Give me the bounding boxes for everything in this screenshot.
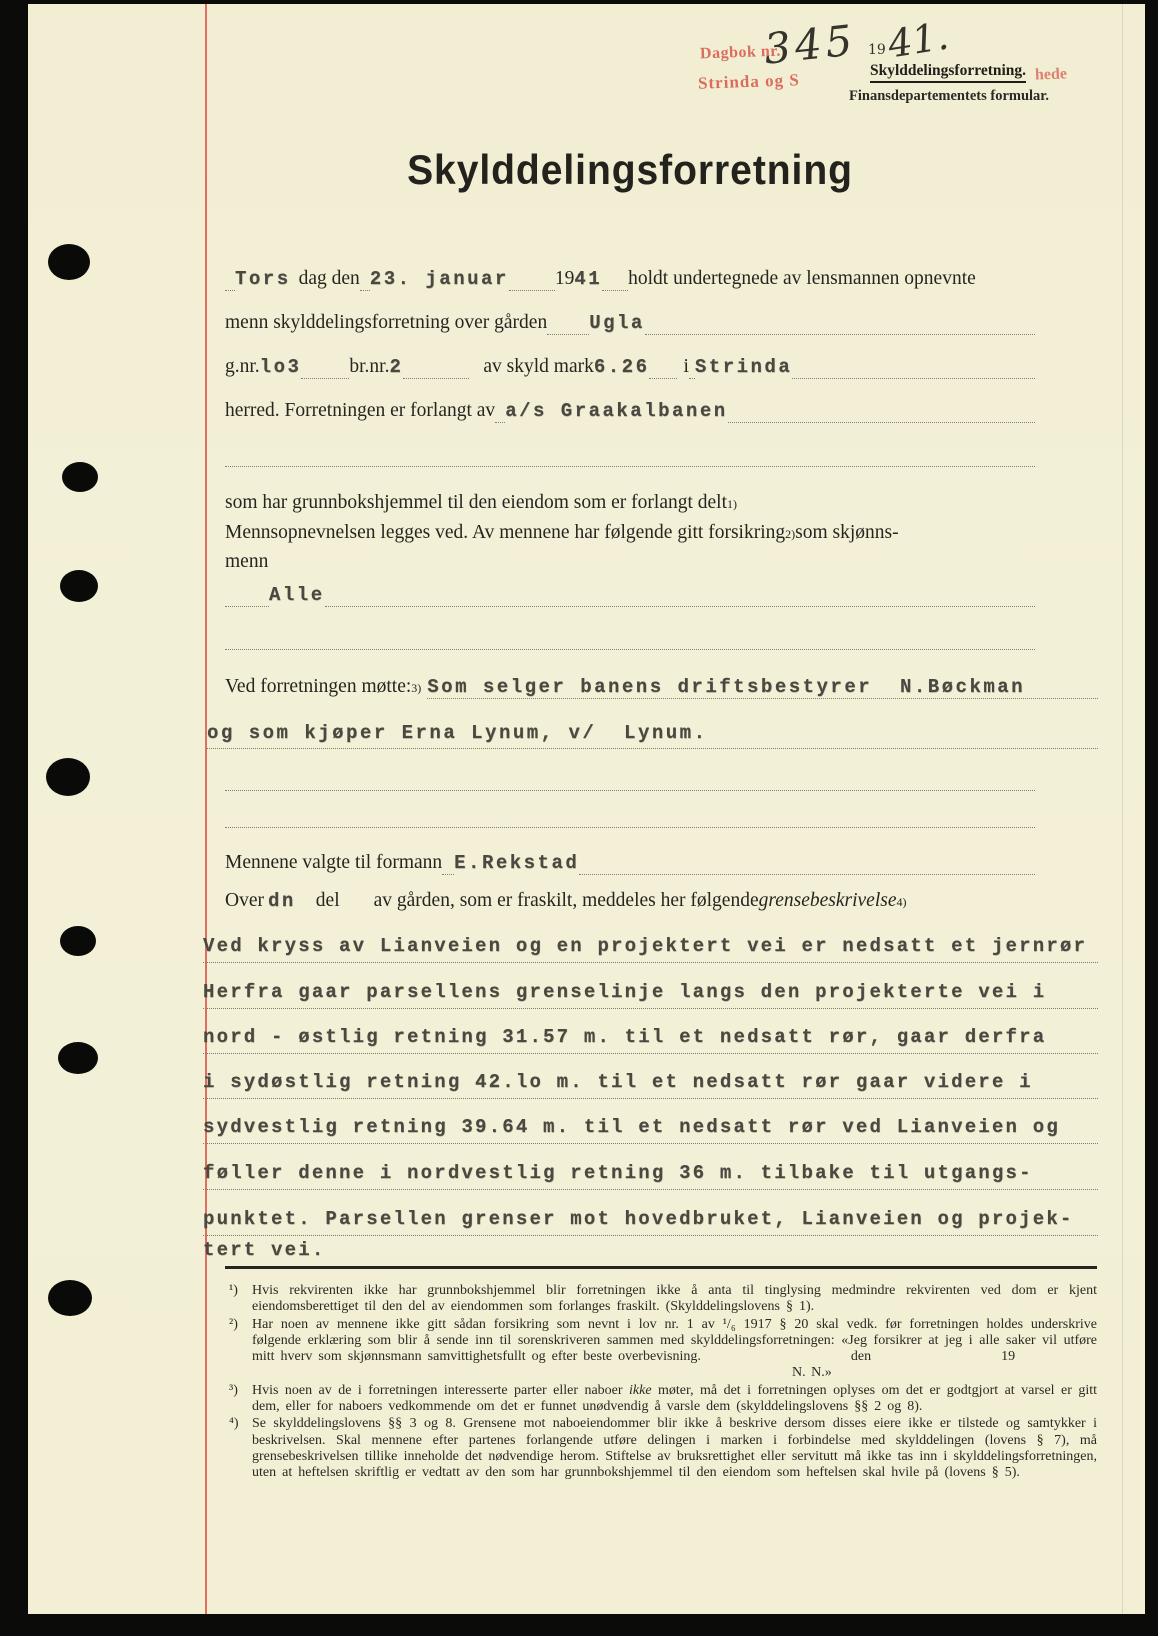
blank-dotted-line [225, 827, 1035, 828]
form-line-requester [225, 400, 1035, 426]
printed-text: av skyld mark [483, 356, 594, 377]
printed-text: Mennene valgte til formann [225, 852, 443, 873]
printed-text-italic: grensebeskrivelse [758, 890, 897, 911]
handwritten-journal-number: 345 [761, 15, 859, 74]
description-line: føller denne i nordvestlig retning 36 m. tilbake til utgangs- [203, 1159, 1098, 1190]
handwritten-year: 41. [884, 13, 952, 67]
description-line: tert vei. [203, 1239, 326, 1261]
footnote-marker: ³) [229, 1382, 238, 1398]
footnote-marker: ⁴) [229, 1416, 239, 1432]
printed-text: dag den [298, 268, 360, 289]
paper-edge-line [1122, 4, 1123, 1614]
punch-hole [60, 570, 98, 602]
printed-text: Over [225, 890, 264, 911]
footnote-signature: N. N.» [792, 1365, 832, 1381]
footnote-text: Se skylddelingslovens §§ 3 og 8. Grensene mot naboeiendommer blir ikke å beskrive dersom disses eiere ikke er tilstede og samtykker i beskrivelsen. Skal mennene efter partenes forlangende utføre delingen i marken i forbindelse med skylddelingen (lovens § 7), må grensebeskrivelsen tillike inneholde det nødvendige herom. Stiftelse av bruksrettighet eller servitutt må ikke tas inn i skylddelingsforretningen, uten at heftelsen skriftlig er vedtatt av den som har grunnbokshjemmel til den eiendom som heftelsen skal hvile på (lovens § 5). [252, 1416, 1097, 1481]
field-requester: a/s Graakalbanen [505, 400, 728, 422]
footnote-marker: ²) [229, 1316, 238, 1332]
printed-text: g.nr. [225, 356, 260, 377]
district-stamp-fragment: hede [1034, 65, 1068, 84]
field-seller: Som selger banens driftsbestyrer N.Bøckman [427, 676, 1026, 698]
printed-text: br.nr. [349, 356, 390, 377]
footnotes-block [225, 1283, 1097, 1483]
printed-text: av gården, som er fraskilt, meddeles her følgende [373, 890, 759, 911]
blank-dotted-line [225, 649, 1035, 650]
punch-hole [58, 1042, 98, 1074]
printed-text: 19 [554, 268, 575, 289]
form-line-menn [225, 551, 268, 577]
field-weekday: Tors [235, 268, 291, 290]
field-over-den: dn [267, 890, 296, 912]
footnote-text: møter, må det i forretningen oplyses om det er godtgjort at varsel er gitt dem, eller for naboers vedkommende om det er funnet unødvendig å varsle dem (skylddelingslovens §§ 2 og 8). [252, 1382, 1097, 1415]
printed-text: del [315, 890, 340, 911]
description-line: Herfra gaar parsellens grenselinje langs den projekterte vei i [203, 978, 1098, 1009]
form-issuer-label: Finansdepartementets formular. [849, 88, 1050, 104]
blank-dotted-line [225, 790, 1035, 791]
printed-text: som har grunnbokshjemmel til den eiendom som er forlangt delt [225, 492, 728, 513]
form-line-buyer [207, 722, 1098, 749]
printed-text: menn [225, 551, 269, 572]
dagbok-stamp: Dagbok nr. [699, 42, 782, 63]
red-margin-rule [205, 4, 207, 1614]
printed-text: Mennsopnevnelsen legges ved. Av mennene har følgende gitt forsikring [225, 522, 786, 543]
punch-hole [62, 462, 98, 492]
description-line: nord - østlig retning 31.57 m. til et nedsatt rør, gaar derfra [203, 1023, 1098, 1054]
printed-text: i [683, 356, 689, 377]
description-line: i sydøstlig retning 42.lo m. til et nedsatt rør gaar videre i [203, 1068, 1098, 1099]
blank-dotted-line [225, 466, 1035, 467]
field-farm-name: Ugla [589, 312, 645, 334]
field-buyer: og som kjøper Erna Lynum, v/ Lynum. [207, 722, 708, 744]
footnote-text: Hvis noen av de i forretningen interesserte parter eller naboer [252, 1382, 630, 1398]
field-herred: Strinda [694, 356, 793, 378]
form-line-gnr [225, 356, 1035, 382]
printed-text: holdt undertegnede av lensmannen opnevnte [628, 268, 976, 289]
field-brnr: 2 [389, 356, 404, 378]
field-year: 41 [574, 268, 603, 290]
footnote-ref-2: 2) [785, 527, 796, 541]
footnote-text-italic: ikke [629, 1382, 652, 1398]
footnote-3 [225, 1383, 1097, 1416]
footnote-ref-4: 4) [896, 895, 907, 909]
punch-hole [48, 1280, 92, 1316]
form-line-alle [225, 584, 1035, 610]
printed-text: som skjønns- [795, 522, 899, 543]
footnote-year-label: 19 [1001, 1349, 1016, 1365]
punch-hole [60, 926, 96, 956]
field-skjonnsmenn: Alle [269, 584, 325, 606]
footnote-4 [225, 1416, 1097, 1481]
field-foreman: E.Rekstad [454, 852, 580, 874]
description-line: sydvestlig retning 39.64 m. til et nedsatt rør ved Lianveien og [203, 1113, 1098, 1144]
footnote-den-label: den [850, 1349, 872, 1365]
year-prefix: 19 [868, 42, 886, 58]
footnote-ref-3: 3) [411, 681, 422, 695]
form-line-forsikring [225, 522, 899, 548]
form-line-farm [225, 312, 1035, 338]
punch-hole [46, 758, 90, 796]
field-skyld-mark: 6.26 [593, 356, 650, 378]
printed-text: herred. Forretningen er forlangt av [225, 400, 496, 421]
district-stamp: Strinda og S [697, 70, 801, 93]
field-date: 23. januar [369, 268, 509, 290]
form-line-hjemmel [225, 492, 737, 518]
printed-text: Ved forretningen møtte: [225, 676, 412, 697]
footnote-2 [225, 1317, 1097, 1382]
form-name-label: Skylddelingsforretning. [870, 62, 1026, 83]
form-line-date [225, 268, 1035, 294]
form-line-formann [225, 852, 1035, 878]
footnote-divider [225, 1266, 1097, 1269]
punch-hole [48, 244, 90, 280]
footnote-ref-1: 1) [727, 497, 738, 511]
form-line-grense [225, 890, 907, 916]
form-line-motte [225, 676, 1098, 702]
field-gnr: lo3 [259, 356, 302, 378]
description-line: punktet. Parsellen grenser mot hovedbruket, Lianveien og projek- [203, 1205, 1098, 1236]
page-title: Skylddelingsforretning [407, 146, 853, 193]
footnote-text: Hvis rekvirenten ikke har grunnbokshjemmel blir forretningen ikke å anta til tinglysing medmindre rekvirenten ved dom er kjent eiendomsberettiget til den del av eiendommen som forlanges fraskilt. (Skylddelingslovens § 1). [252, 1283, 1097, 1315]
description-line: Ved kryss av Lianveien og en projektert vei er nedsatt et jernrør [203, 932, 1098, 963]
footnote-marker: ¹) [229, 1283, 238, 1298]
footnote-text: Har noen av mennene ikke gitt sådan forsikring som nevnt i lov nr. 1 av ¹/₆ 1917 § 20 skal vedk. før forretningen holdes underskrive følgende erklæring som blir å sende inn til sorenskriveren sammen med skylddelingsforretningen: «Jeg forsikrer at jeg i alle saker vil utføre mitt hverv som skjønnsmann samvittighetsfullt og efter beste overbevisning. [252, 1316, 1097, 1365]
printed-text: menn skylddelingsforretning over gården [225, 312, 548, 333]
footnote-1 [225, 1283, 1097, 1316]
